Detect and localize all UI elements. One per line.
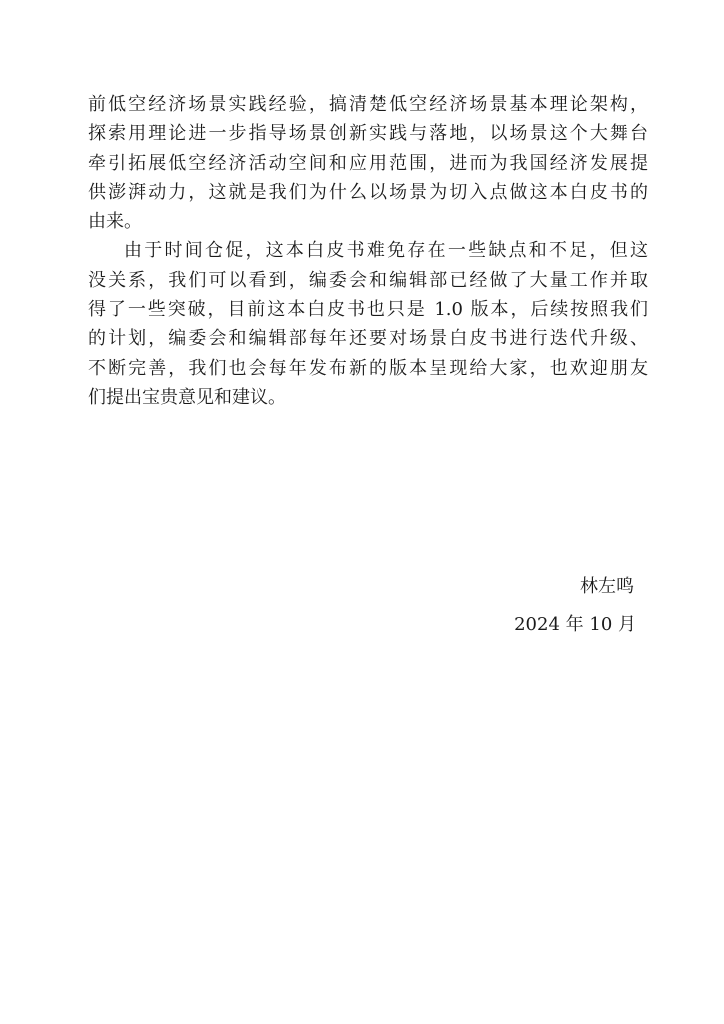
text-line: 们提出宝贵意见和建议。 (88, 386, 286, 408)
paragraph-2 (88, 236, 648, 412)
text-line: 不断完善，我们也会每年发布新的版本呈现给大家，也欢迎朋友 (88, 357, 648, 379)
text-line: 得了一些突破，目前这本白皮书也只是 1.0 版本，后续按照我们 (88, 299, 648, 321)
paragraph-1 (88, 90, 648, 236)
text-line: 前低空经济场景实践经验，搞清楚低空经济场景基本理论架构， (88, 94, 648, 115)
body-text (88, 90, 648, 412)
signature-block (514, 568, 636, 644)
text-line: 供澎湃动力，这就是我们为什么以场景为切入点做这本白皮书的 (88, 181, 648, 203)
text-line: 探索用理论进一步指导场景创新实践与落地，以场景这个大舞台 (88, 123, 648, 145)
text-line: 由于时间仓促，这本白皮书难免存在一些缺点和不足，但这 (124, 240, 648, 262)
text-line: 牵引拓展低空经济活动空间和应用范围，进而为我国经济发展提 (88, 152, 648, 174)
text-line: 的计划，编委会和编辑部每年还要对场景白皮书进行迭代升级、 (88, 328, 648, 350)
signature-date: 2024 年 10 月 (514, 614, 636, 635)
text-line: 没关系，我们可以看到，编委会和编辑部已经做了大量工作并取 (88, 269, 648, 291)
author-name: 林左鸣 (580, 576, 634, 597)
text-line: 由来。 (88, 211, 142, 233)
